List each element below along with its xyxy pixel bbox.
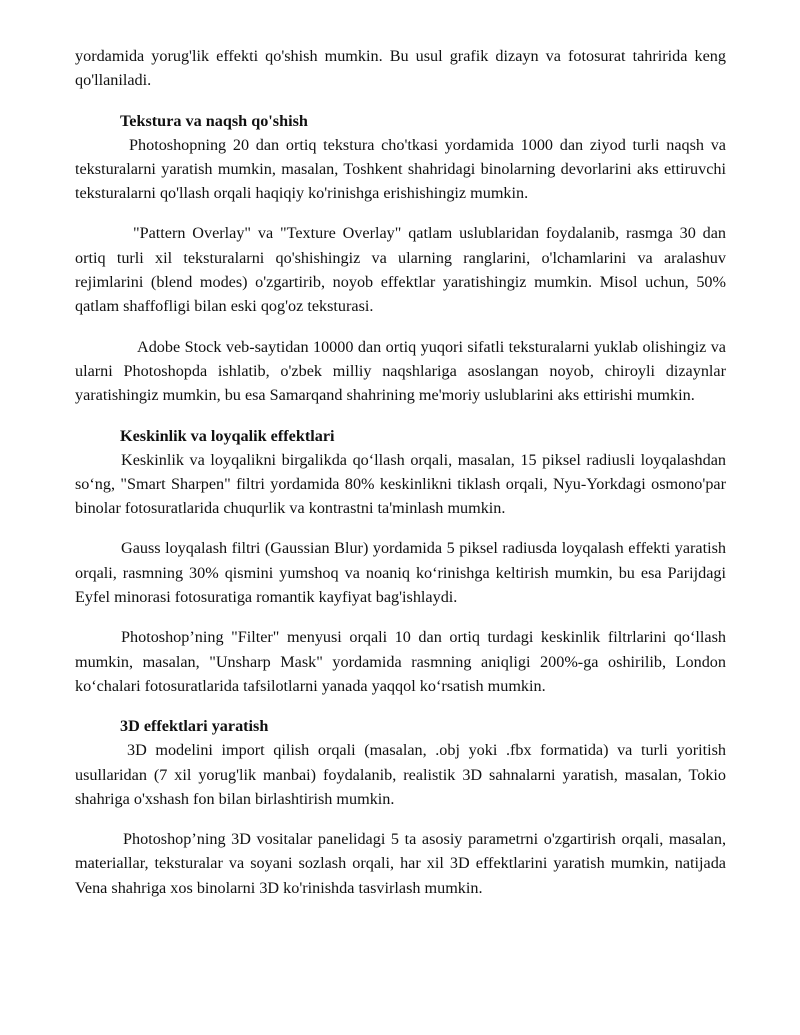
- section-heading-3d-effects: 3D effektlari yaratish: [120, 717, 269, 736]
- paragraph: Keskinlik va loyqalikni birgalikda qo‘llash orqali, masalan, 15 piksel radiusli loyqalashdan so‘ng, "Smart Sharpen" filtri yordamida 80% keskinlikni tiklash orqali, Nyu-Yorkdagi osmono'par binolar fotosuratlarida chuqurlik va kontrastni ta'minlash mumkin.: [75, 450, 726, 518]
- paragraph: Gauss loyqalash filtri (Gaussian Blur) yordamida 5 piksel radiusda loyqalash effekti yaratish orqali, rasmning 30% qismini yumshoq va noaniq ko‘rinishga keltirish mumkin, bu esa Parijdagi Eyfel minorasi fotosuratiga romantik kayfiyat bag'ishlaydi.: [75, 539, 726, 607]
- section-heading-sharpness-blur: Keskinlik va loyqalik effektlari: [120, 426, 335, 445]
- paragraph: 3D modelini import qilish orqali (masalan, .obj yoki .fbx formatida) va turli yoritish usullaridan (7 xil yorug'lik manbai) foydalanib, realistik 3D sahnalarni yaratish, masalan, Tokio shahriga o'xshash fon bilan birlashtirish mumkin.: [75, 741, 726, 808]
- paragraph: Photoshop’ning "Filter" menyusi orqali 10 dan ortiq turdagi keskinlik filtrlarini qo‘llash mumkin, masalan, "Unsharp Mask" yordamida rasmning aniqligi 200%-ga oshirilib, London ko‘chalari fotosuratlarida tafsilotlarni yanada yaqqol ko‘rsatish mumkin.: [75, 628, 726, 695]
- paragraph: Photoshop’ning 3D vositalar panelidagi 5 ta asosiy parametrni o'zgartirish orqali, masalan, materiallar, teksturalar va soyani sozlash orqali, har xil 3D effektlarini yaratish mumkin, natijada Vena shahriga xos binolarni 3D ko'rinishda tasvirlash mumkin.: [75, 830, 726, 897]
- intro-paragraph: yordamida yorug'lik effekti qo'shish mumkin. Bu usul grafik dizayn va fotosurat tahririda keng qo'llaniladi.: [75, 47, 726, 90]
- paragraph: Photoshopning 20 dan ortiq tekstura cho'tkasi yordamida 1000 dan ziyod turli naqsh va teksturalarni yaratish mumkin, masalan, Toshkent shahridagi binolarning devorlarini aks ettiruvchi teksturalarni qo'llash orqali haqiqiy ko'rinishga erishishingiz mumkin.: [75, 135, 726, 203]
- section-heading-texture: Tekstura va naqsh qo'shish: [120, 111, 308, 130]
- paragraph: "Pattern Overlay" va "Texture Overlay" qatlam uslublaridan foydalanib, rasmga 30 dan ortiq turli xil teksturalarni qo'shishingiz va ularning ranglarini, o'lchamlarini va aralashuv rejimlarini (blend modes) o'zgartirib, noyob effektlar yaratishingiz mumkin. Misol uchun, 50% qatlam shaffofligi bilan eski qog'oz teksturasi.: [75, 224, 726, 316]
- paragraph: Adobe Stock veb-saytidan 10000 dan ortiq yuqori sifatli teksturalarni yuklab olishingiz va ularni Photoshopda ishlatib, o'zbek milliy naqshlariga asoslangan noyob, chiroyli dizaynlar yaratishingiz mumkin, bu esa Samarqand shahrining me'moriy uslublarini aks ettirishi mumkin.: [75, 337, 726, 405]
- document-page: [75, 44, 726, 900]
